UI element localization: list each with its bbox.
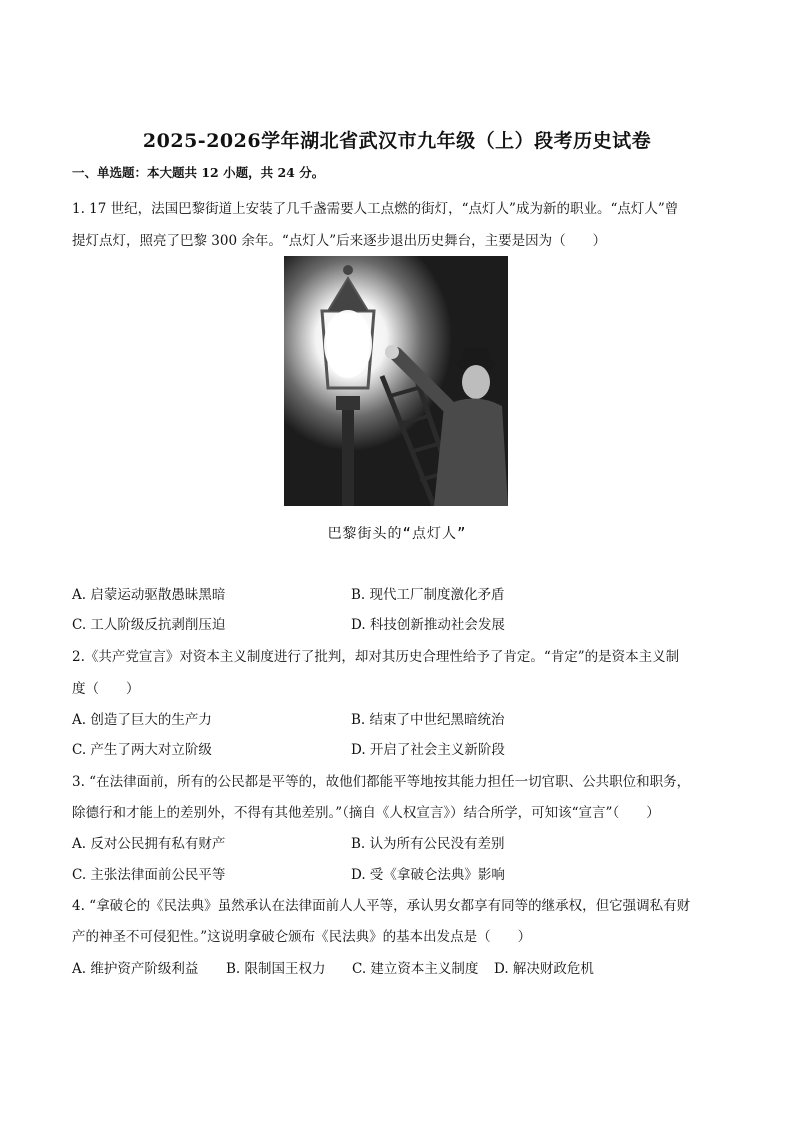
q2-option-b: B. 结束了中世纪黑暗统治 — [351, 712, 505, 728]
q4-stem-line-1: 4. “拿破仑的《民法典》虽然承认在法律面前人人平等，承认男女都享有同等的继承权，但它强调私有财 — [72, 898, 691, 914]
q3-option-c: C. 主张法律面前公民平等 — [72, 867, 226, 883]
section-heading: 一、单选题：本大题共 12 小题，共 24 分。 — [72, 165, 325, 180]
q2-stem-line-1: 2.《共产党宣言》对资本主义制度进行了批判，却对其历史合理性给予了肯定。“肯定”的是资本主义制 — [72, 649, 680, 665]
lamplighter-photo — [284, 256, 508, 506]
q3-option-b: B. 认为所有公民没有差别 — [351, 836, 505, 852]
q3-stem-line-1: 3. “在法律面前，所有的公民都是平等的，故他们都能平等地按其能力担任一切官职、公共职位和职务， — [72, 774, 691, 790]
q1-option-c: C. 工人阶级反抗剥削压迫 — [72, 617, 226, 633]
q2-option-c: C. 产生了两大对立阶级 — [72, 742, 212, 758]
q3-stem-line-2: 除德行和才能上的差别外，不得有其他差别。”（摘自《人权宣言》）结合所学，可知该“宣言”（ ） — [72, 805, 660, 821]
q4-option-d: D. 解决财政危机 — [494, 961, 594, 977]
q1-stem-line-1: 1. 17 世纪，法国巴黎街道上安装了几千盏需要人工点燃的街灯，“点灯人”成为新的职业。“点灯人”曾 — [72, 201, 679, 217]
photo-caption: 巴黎街头的“点灯人” — [327, 526, 467, 542]
q2-option-a: A. 创造了巨大的生产力 — [72, 712, 212, 728]
q2-option-d: D. 开启了社会主义新阶段 — [351, 742, 505, 758]
q3-option-a: A. 反对公民拥有私有财产 — [72, 836, 226, 852]
lamplighter-illustration — [284, 256, 508, 506]
exam-title: 2025-2026学年湖北省武汉市九年级（上）段考历史试卷 — [142, 130, 652, 152]
q3-option-d: D. 受《拿破仑法典》影响 — [351, 867, 505, 883]
q1-option-a: A. 启蒙运动驱散愚昧黑暗 — [72, 587, 226, 603]
q2-stem-line-2: 度（ ） — [72, 681, 140, 697]
q4-option-c: C. 建立资本主义制度 — [352, 961, 479, 977]
q1-stem-line-2: 提灯点灯，照亮了巴黎 300 余年。“点灯人”后来逐步退出历史舞台，主要是因为（ ） — [72, 233, 607, 249]
q1-option-d: D. 科技创新推动社会发展 — [351, 617, 505, 633]
q4-stem-line-2: 产的神圣不可侵犯性。”这说明拿破仑颁布《民法典》的基本出发点是（ ） — [72, 929, 532, 945]
q4-option-b: B. 限制国王权力 — [226, 961, 326, 977]
q4-option-a: A. 维护资产阶级利益 — [72, 961, 199, 977]
q1-option-b: B. 现代工厂制度激化矛盾 — [351, 587, 505, 603]
